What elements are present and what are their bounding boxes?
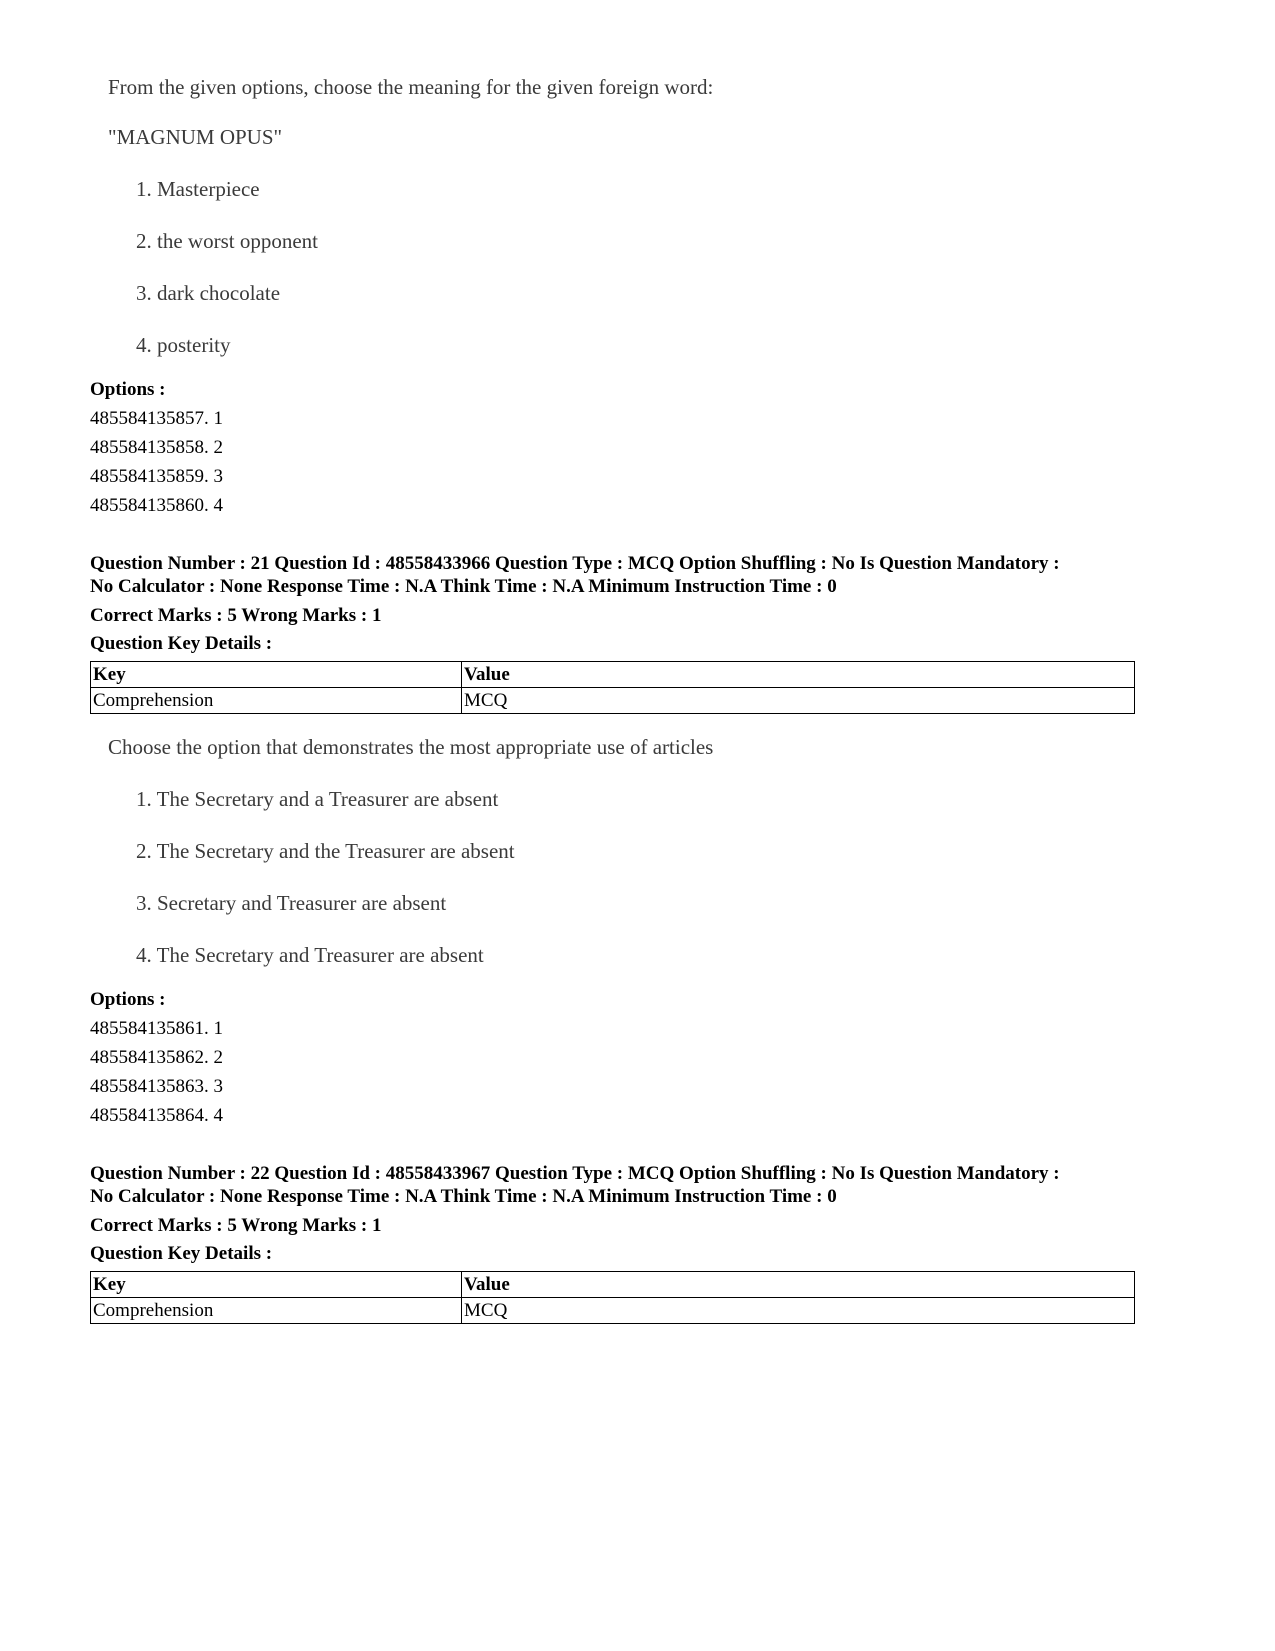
option-line: 485584135860. 4	[90, 495, 223, 516]
table-cell-key: Comprehension	[91, 688, 462, 714]
question-20-options	[90, 376, 223, 520]
table-header-key: Key	[91, 662, 462, 688]
question-meta-line: No Calculator : None Response Time : N.A Think Time : N.A Minimum Instruction Time : 0	[90, 1186, 837, 1207]
table-cell-value: MCQ	[462, 1298, 1135, 1324]
choice-item: 3. Secretary and Treasurer are absent	[136, 891, 447, 915]
table-cell-value: MCQ	[462, 688, 1135, 714]
option-line: 485584135858. 2	[90, 437, 223, 458]
question-22-meta	[90, 1162, 1190, 1324]
table-header-value: Value	[462, 1272, 1135, 1298]
key-value-table	[90, 661, 1135, 714]
choice-item: 3. dark chocolate	[136, 281, 281, 305]
table-header-row	[91, 1272, 1135, 1298]
marks-line: Correct Marks : 5 Wrong Marks : 1	[90, 605, 382, 626]
option-line: 485584135864. 4	[90, 1105, 223, 1126]
options-label: Options :	[90, 379, 166, 400]
table-row	[91, 1298, 1135, 1324]
table-header-row	[91, 662, 1135, 688]
key-details-label: Question Key Details :	[90, 1243, 273, 1264]
option-line: 485584135863. 3	[90, 1076, 223, 1097]
key-details-label: Question Key Details :	[90, 633, 273, 654]
question-20-image	[108, 75, 713, 357]
foreign-word: "MAGNUM OPUS"	[108, 125, 283, 149]
choice-item: 2. The Secretary and the Treasurer are absent	[136, 839, 515, 863]
choice-item: 4. posterity	[136, 333, 231, 357]
question-meta-line: Question Number : 22 Question Id : 48558433967 Question Type : MCQ Option Shuffling : No Is Question Mandatory :	[90, 1163, 1060, 1184]
question-meta-line: No Calculator : None Response Time : N.A Think Time : N.A Minimum Instruction Time : 0	[90, 576, 837, 597]
marks-line: Correct Marks : 5 Wrong Marks : 1	[90, 1215, 382, 1236]
question-21-meta	[90, 552, 1190, 714]
question-prompt: Choose the option that demonstrates the most appropriate use of articles	[108, 735, 714, 759]
table-row	[91, 688, 1135, 714]
choice-list	[108, 177, 713, 357]
question-prompt: From the given options, choose the meaning for the given foreign word:	[108, 75, 714, 99]
table-cell-key: Comprehension	[91, 1298, 462, 1324]
option-line: 485584135857. 1	[90, 408, 223, 429]
choice-item: 1. The Secretary and a Treasurer are absent	[136, 787, 499, 811]
table-header-value: Value	[462, 662, 1135, 688]
option-line: 485584135859. 3	[90, 466, 223, 487]
question-21-image	[108, 735, 713, 967]
choice-item: 4. The Secretary and Treasurer are absent	[136, 943, 484, 967]
option-line: 485584135861. 1	[90, 1018, 223, 1039]
choice-item: 1. Masterpiece	[136, 177, 260, 201]
key-value-table	[90, 1271, 1135, 1324]
choice-item: 2. the worst opponent	[136, 229, 318, 253]
option-line: 485584135862. 2	[90, 1047, 223, 1068]
question-meta-line: Question Number : 21 Question Id : 48558433966 Question Type : MCQ Option Shuffling : No Is Question Mandatory :	[90, 553, 1060, 574]
options-label: Options :	[90, 989, 166, 1010]
table-header-key: Key	[91, 1272, 462, 1298]
choice-list	[108, 787, 713, 967]
question-21-options	[90, 986, 223, 1130]
